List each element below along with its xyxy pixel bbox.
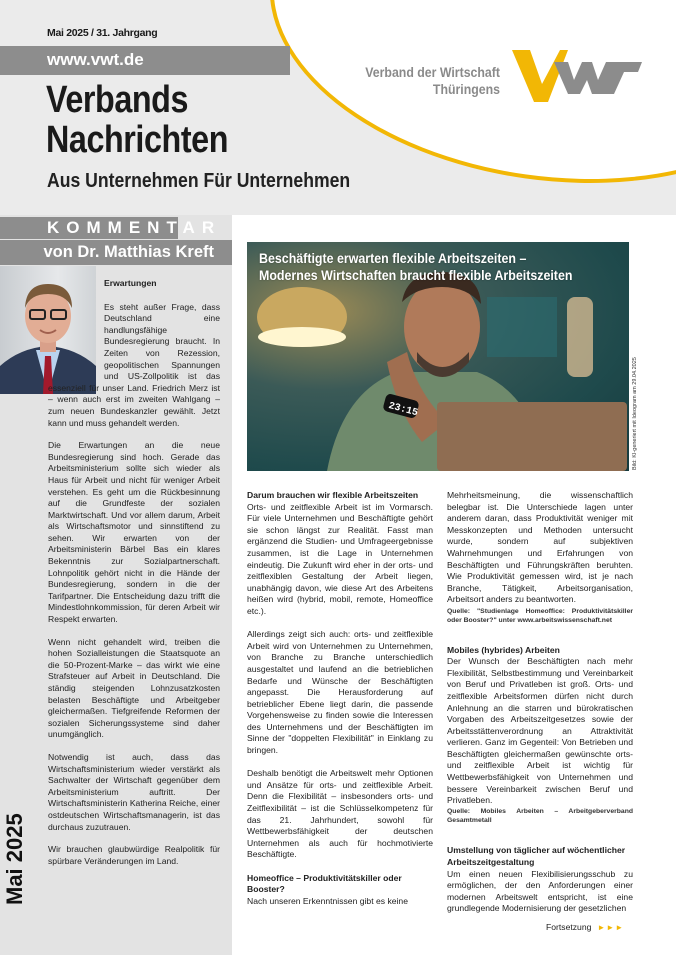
org-line: Thüringens (432, 81, 500, 97)
article-image (247, 242, 629, 471)
paragraph: Mehrheitsmeinung, die wissenschaftlich belegbar ist. Die Unterschiede lagen unter anderem daran, dass Produktivität weniger mit Messkonzepten und Methoden untersucht wurde, sondern auf subjektiven Wahrnehmungen und Erfahrungen von Beschäftigten und Führungskräften beruhten. Wie Produktivität gemessen wird, ist je nach Branche, Tätigkeit, Arbeitsorganisation, Arbeitsort anders zu beantworten. (447, 490, 633, 605)
paragraph: Um einen neuen Flexibilisierungsschub zu ermöglichen, der den Anforderungen einer modernen Arbeitswelt entspricht, ist eine grundlegende Modernisierung der gesetzlichen (447, 868, 633, 914)
image-credit: Bild: KI-generiert mit Ideogram am 29.04.2025 (632, 357, 638, 470)
paragraph: Wir brauchen glaubwürdige Realpolitik für spürbare Veränderungen im Land. (48, 844, 220, 866)
masthead (0, 0, 676, 215)
arrow-right-icon: ►►► (597, 923, 625, 932)
side-date: Mai 2025 (2, 813, 27, 905)
publication-title (46, 80, 228, 160)
source-note: Quelle: "Studienlage Homeoffice: Produktivitätskiller oder Booster?" unter www.arbeitswissenschaft.net (447, 607, 633, 624)
section-heading: Darum brauchen wir flexible Arbeitszeiten (247, 490, 419, 500)
paragraph: Notwendig ist auch, dass das Wirtschaftsministerium wieder verstärkt als Sachwalter der Wirtschaft gegenüber dem Arbeitsministerium auftritt. Der Wirtschaftsministerin Katherina Reiche, einer ostdeutschen Wirtschaftsmanagerin, ist das durchaus zuzutrauen. (48, 751, 220, 832)
author-byline: von Dr. Matthias Kreft (0, 240, 232, 265)
org-line: Verband der Wirtschaft (365, 64, 500, 80)
paragraph: Der Wunsch der Beschäftigten nach mehr Flexibilität, Selbstbestimmung und Vereinbarkeit von Beruf und Privatleben ist groß. Orts- und zeitflexible Arbeitsformen dürfen nicht durch Anlehnung an die starren und bürokratischen Vorgaben des Arbeitszeitgesetzes sowie der Arbeitsstättenverordnung an Attraktivität verlieren. Ganz im Gegenteil: Von Betrieben und Beschäftigten gleichermaßen gewünschte orts- und zeitflexible Arbeit ist wichtig für Wettbewerbsfähigkeit von Unternehmen und bessere Vereinbarkeit zwischen Beruf und Privatleben. (447, 656, 633, 806)
section-heading: Homeoffice – Produktivitätskiller oder Booster? (247, 872, 402, 895)
organization-name (350, 64, 500, 98)
vwt-logo (512, 48, 642, 104)
commentary-body (48, 278, 220, 878)
paragraph: Die Erwartungen an die neue Bundesregierung sind hoch. Gerade das Arbeitsministerium sollte sich wieder als Haus für Arbeit und nicht für weniger Arbeit verstehen. Es geht um die Rückbesinnung auf die Grundfeste der sozialen Marktwirtschaft. Und vor allem darum, Arbeit als Wirtschaftsmotor und sinnstiftend zu sehen. Wir erwarten von der Arbeitsministerin Bärbel Bas ein klares Bekenntnis zur Sozialpartnerschaft. Lohnpolitik gehört nicht in die Hände der Bundesregierung, sondern in die der Tarifpartner. Die Entscheidung dazu trifft die Mindestlohnkommission, für deren Arbeit wir Respekt erwarten. (48, 440, 220, 625)
title-line: Verbands (46, 79, 189, 121)
continue-label: Fortsetzung (546, 922, 592, 932)
headline-line: Beschäftigte erwarten flexible Arbeitszeiten – (259, 251, 527, 266)
article-column-2 (447, 490, 633, 927)
paragraph: Allerdings zeigt sich auch: orts- und zeitflexible Arbeit wird von Unternehmen zu Unternehmen, von Branche zu Branche unterschiedlich ausgestaltet und laufend an die betrieblichen Bedarfe und Wünsche der Beschäftigten angepasst. Die Herausforderung auf betrieblicher Ebene liegt darin, die passende Vorgehensweise zu finden sowie die Interessen des Unternehmens und der Beschäftigten im Sinne der "doppelten Flexibilität" in Einklang zu bringen. (247, 629, 433, 756)
watch-time: 23:15 (387, 400, 419, 420)
title-line: Nachrichten (46, 119, 229, 161)
issue-date: Mai 2025 / 31. Jahrgang (47, 27, 158, 39)
website-link[interactable]: www.vwt.de (47, 50, 144, 69)
paragraph: Wenn nicht gehandelt wird, treiben die hohen Sozialleistungen die Staatsquote an die 50-Prozent-Marke – das wirkt wie eine Strafsteuer auf Arbeit in Deutschland. Die ständig steigenden Lohnzusatzkosten belasten Beschäftigte und Arbeitgeber gleichermaßen. Tiefgreifende Reformen der sozialen Sicherungssysteme sind daher unumgänglich. (48, 636, 220, 740)
article-headline (259, 250, 572, 284)
section-heading: Umstellung von täglicher auf wöchentlicher Arbeitszeitgestaltung (447, 845, 626, 868)
paragraph: Nach unseren Erkenntnissen gibt es keine (247, 895, 408, 906)
section-heading: Mobiles (hybrides) Arbeiten (447, 644, 560, 655)
publication-subtitle: Aus Unternehmen Für Unternehmen (47, 170, 351, 192)
section-label: KOMMENTAR (0, 217, 178, 239)
continue-link[interactable] (546, 922, 624, 932)
source-note: Quelle: Mobiles Arbeiten – Arbeitgeberverband Gesamtmetall (447, 808, 633, 825)
paragraph: Es steht außer Frage, dass Deutschland eine handlungsfähige Bundesregierung braucht. In Zeiten von Rezession, geopolitischen Spannungen und US-Zollpolitik ist das essenziell für unser Land. Friedrich Merz ist – wenn auch erst im zweiten Wahlgang – zum neuen Bundeskanzler gewählt. Jetzt kann und muss gehandelt werden. (48, 301, 220, 428)
paragraph: Orts- und zeitflexible Arbeit ist im Vormarsch. Für viele Unternehmen und Beschäftigte gehört sie schon längst zur Realität. Fasst man ergänzend die Studien- und Umfrageergebnisse zusammen, ist die Lage in Unternehmen eindeutig. Die Zukunft wird eher in der orts- und zeitflexiblen Gestaltung der Arbeit liegen, unabhängig davon, wie diese Art des Arbeitens heißen wird (hybrid, mobil, remote, Homeoffice etc.). (247, 501, 433, 616)
article-column-1 (247, 490, 433, 919)
commentary-heading: Erwartungen (104, 278, 157, 288)
headline-line: Modernes Wirtschaften braucht flexible Arbeitszeiten (259, 268, 573, 283)
paragraph: Deshalb benötigt die Arbeitswelt mehr Optionen und Ansätze für orts- und zeitflexible Arbeit. Denn die Flexibilität – insbesonders orts- und Zeitflexibilität – ist die Schlüsselkompetenz für das 21. Jahrhundert, sowohl für Wettbewerbsfähigkeit der deutschen Unternehmen als auch für hochmotivierte Beschäftigte. (247, 768, 433, 860)
url-bar (0, 46, 290, 75)
